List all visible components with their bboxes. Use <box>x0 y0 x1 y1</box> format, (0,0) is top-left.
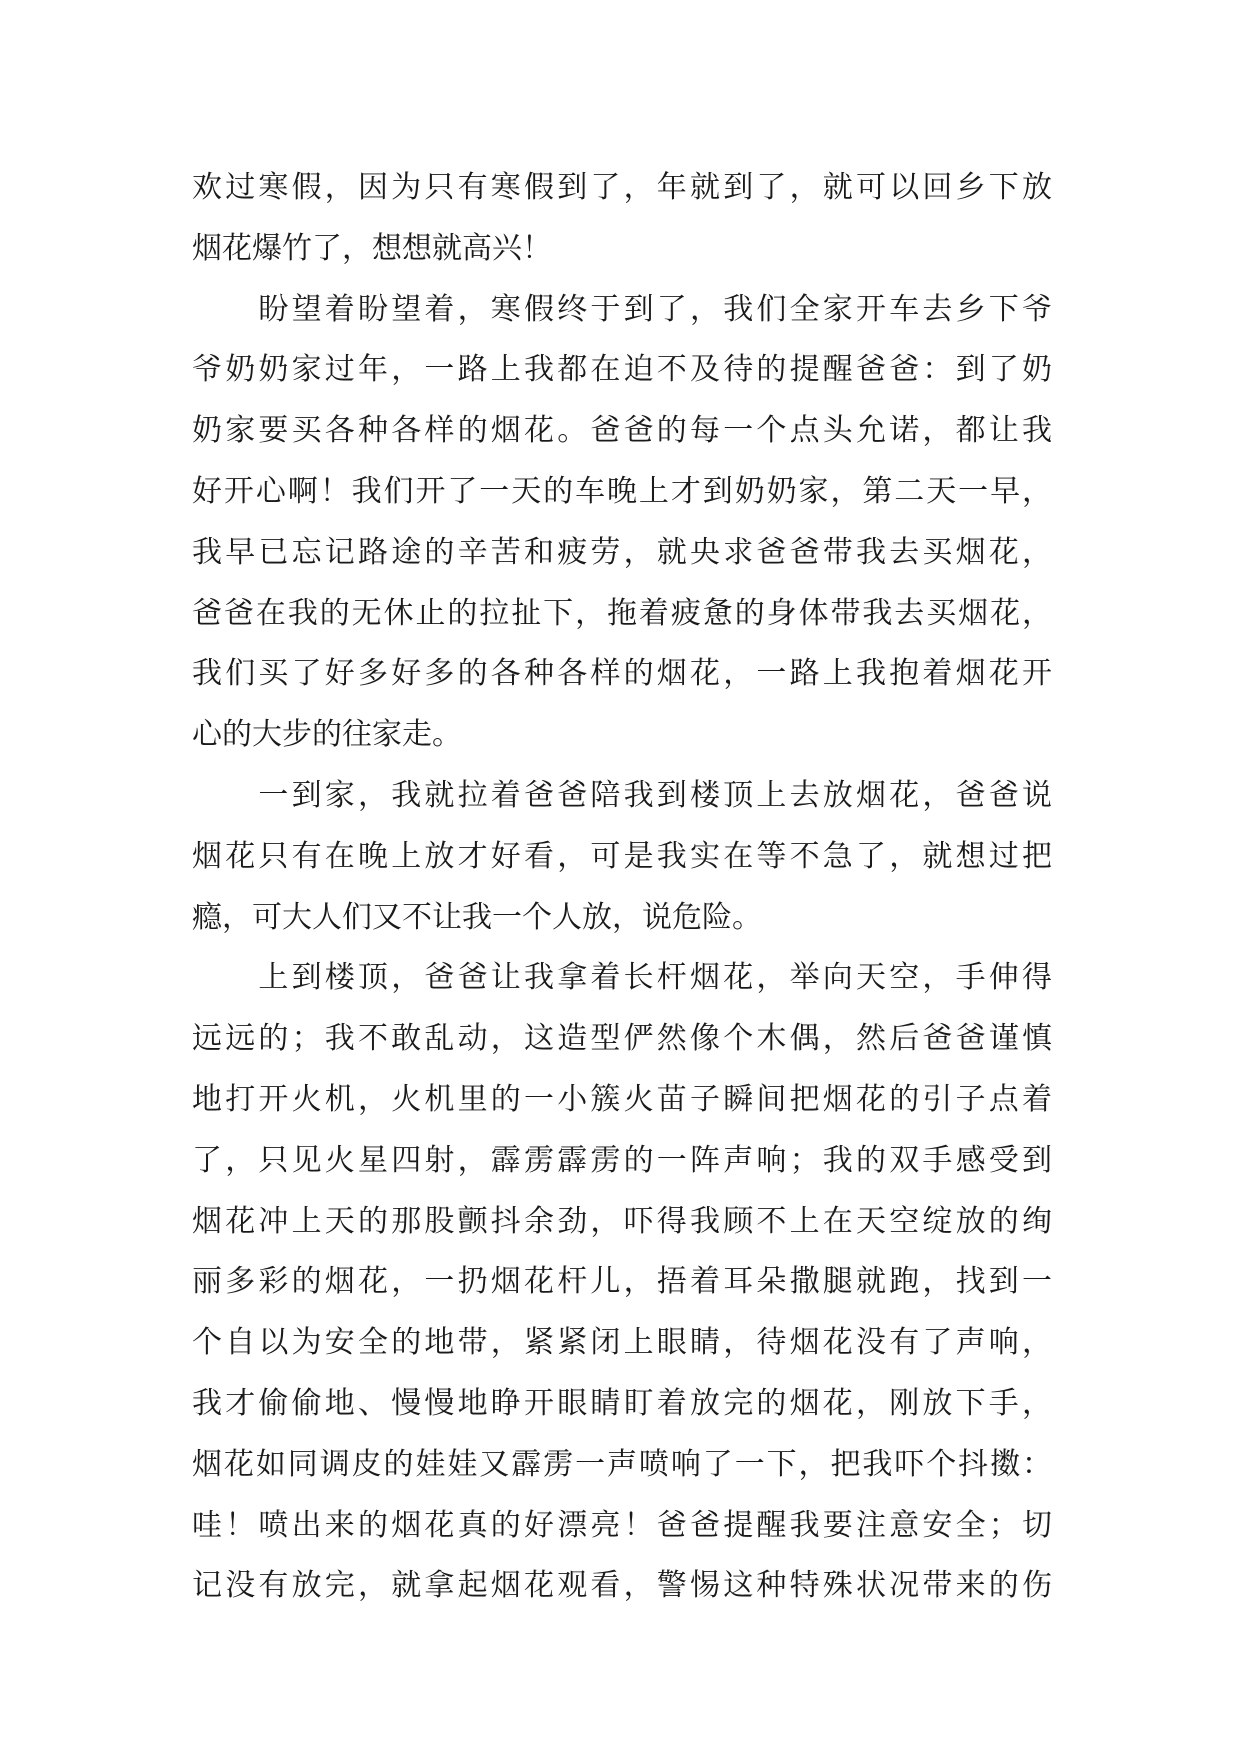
text-line: 烟花冲上天的那股颤抖余劲，吓得我顾不上在天空绽放的绚 <box>192 1203 1052 1239</box>
text-line: 盼望着盼望着，寒假终于到了，我们全家开车去乡下爷 <box>192 291 1052 327</box>
text-line: 爸爸在我的无休止的拉扯下，拖着疲惫的身体带我去买烟花， <box>192 595 1052 631</box>
text-line: 心的大步的往家走。 <box>192 717 462 753</box>
text-line: 上到楼顶，爸爸让我拿着长杆烟花，举向天空，手伸得 <box>192 960 1052 996</box>
text-line: 烟花爆竹了，想想就高兴！ <box>192 230 552 266</box>
text-line: 一到家，我就拉着爸爸陪我到楼顶上去放烟花，爸爸说 <box>192 777 1052 813</box>
text-line: 欢过寒假，因为只有寒假到了，年就到了，就可以回乡下放 <box>192 170 1052 205</box>
text-line: 我们买了好多好多的各种各样的烟花，一路上我抱着烟花开 <box>192 656 1052 692</box>
text-line: 我才偷偷地、慢慢地睁开眼睛盯着放完的烟花，刚放下手， <box>192 1385 1052 1421</box>
text-line: 地打开火机，火机里的一小簇火苗子瞬间把烟花的引子点着 <box>192 1081 1052 1117</box>
text-line: 瘾，可大人们又不让我一个人放，说危险。 <box>192 899 762 935</box>
text-line: 个自以为安全的地带，紧紧闭上眼睛，待烟花没有了声响， <box>192 1325 1052 1361</box>
text-line: 我早已忘记路途的辛苦和疲劳，就央求爸爸带我去买烟花， <box>192 534 1052 570</box>
text-line: 哇！喷出来的烟花真的好漂亮！爸爸提醒我要注意安全；切 <box>192 1507 1052 1543</box>
text-line: 了，只见火星四射，霹雳霹雳的一阵声响；我的双手感受到 <box>192 1142 1052 1178</box>
text-line: 烟花如同调皮的娃娃又霹雳一声喷响了一下，把我吓个抖擞： <box>192 1446 1052 1482</box>
text-line: 远远的；我不敢乱动，这造型俨然像个木偶，然后爸爸谨慎 <box>192 1021 1052 1057</box>
text-line: 好开心啊！我们开了一天的车晚上才到奶奶家，第二天一早， <box>192 473 1052 509</box>
text-line: 烟花只有在晚上放才好看，可是我实在等不急了，就想过把 <box>192 838 1052 874</box>
text-line: 奶家要买各种各样的烟花。爸爸的每一个点头允诺，都让我 <box>192 413 1052 449</box>
essay-text <box>192 158 1052 1617</box>
text-line: 丽多彩的烟花，一扔烟花杆儿，捂着耳朵撒腿就跑，找到一 <box>192 1264 1052 1300</box>
text-line: 爷奶奶家过年，一路上我都在迫不及待的提醒爸爸：到了奶 <box>192 352 1052 388</box>
text-line: 记没有放完，就拿起烟花观看，警惕这种特殊状况带来的伤 <box>192 1568 1052 1604</box>
